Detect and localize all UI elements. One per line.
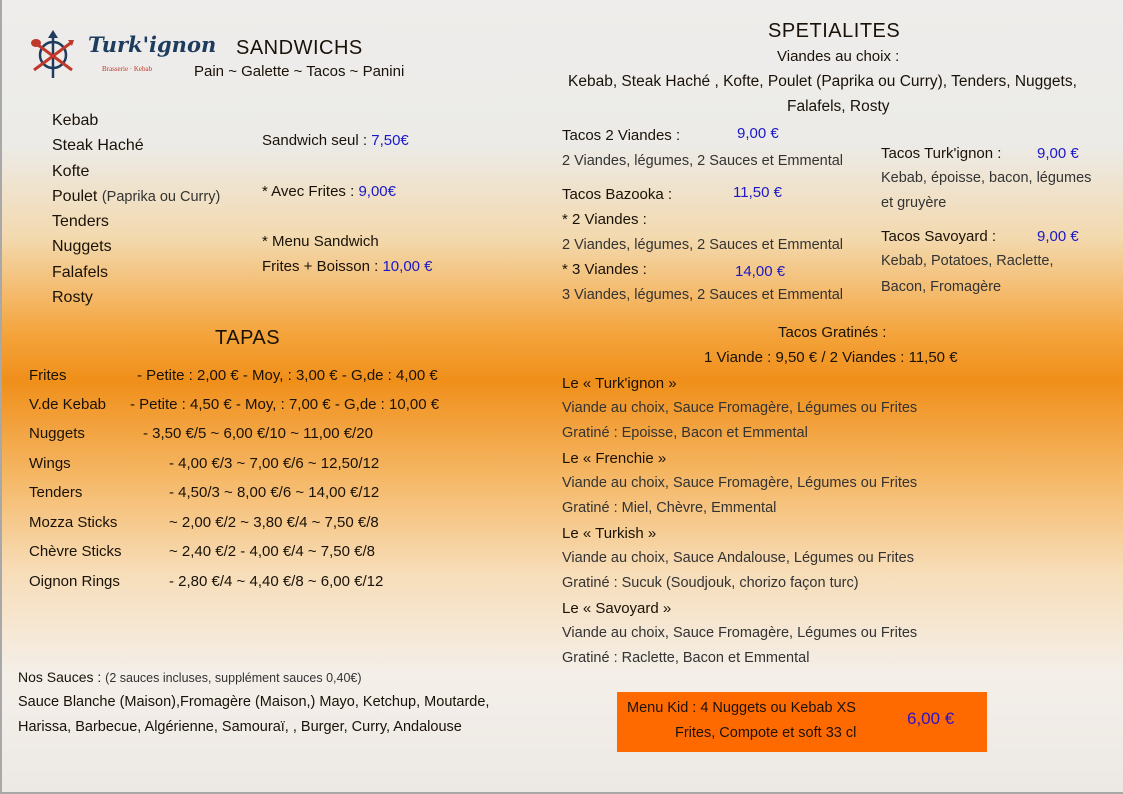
tapas-name: Frites xyxy=(29,367,67,384)
gratine-name: Le « Turk'ignon » xyxy=(562,375,677,392)
list-item: Rosty xyxy=(52,289,93,307)
sauces-label: Nos Sauces : xyxy=(18,669,102,685)
logo-arrow-utensils-icon xyxy=(28,30,78,80)
tapas-prices: ~ 2,00 €/2 ~ 3,80 €/4 ~ 7,50 €/8 xyxy=(169,514,379,531)
sandwich-meat-list xyxy=(52,112,220,314)
tapas-name: Chèvre Sticks xyxy=(29,543,122,560)
list-item: Kofte xyxy=(52,162,90,180)
tacos-savoyard-desc-2: Bacon, Fromagère xyxy=(881,279,1002,295)
viandes-label: Viandes au choix : xyxy=(777,48,900,65)
tapas-name: V.de Kebab xyxy=(29,396,107,413)
gratine-toppings: Gratiné : Epoisse, Bacon et Emmental xyxy=(562,425,808,441)
tapas-name: Mozza Sticks xyxy=(29,514,118,531)
tapas-prices: - Petite : 2,00 € - Moy, : 3,00 € - G,de : 4,00 € xyxy=(137,367,438,384)
tapas-name: Tenders xyxy=(29,484,83,501)
tacos-savoyard-label: Tacos Savoyard : xyxy=(881,228,997,245)
menu-kid-line-2: Frites, Compote et soft 33 cl xyxy=(675,725,857,741)
list-item-label: Poulet xyxy=(52,187,98,205)
tapas-title: TAPAS xyxy=(215,327,281,349)
tapas-prices: - 3,50 €/5 ~ 6,00 €/10 ~ 11,00 €/20 xyxy=(143,425,373,442)
list-item: Tenders xyxy=(52,213,109,231)
gratines-title: Tacos Gratinés : xyxy=(778,324,887,341)
tacos-turkignon-desc-1: Kebab, époisse, bacon, légumes xyxy=(881,170,1092,186)
specialites-title: SPETIALITES xyxy=(768,20,901,42)
tapas-prices: - 4,50/3 ~ 8,00 €/6 ~ 14,00 €/12 xyxy=(169,484,380,501)
bazooka-2-viandes: * 2 Viandes : xyxy=(562,211,647,228)
brand-name: Turk'ignon xyxy=(88,32,217,57)
gratine-desc: Viande au choix, Sauce Fromagère, Légumes ou Frites xyxy=(562,475,918,491)
viandes-line-2: Falafels, Rosty xyxy=(787,98,890,115)
gratine-desc: Viande au choix, Sauce Fromagère, Légumes ou Frites xyxy=(562,400,918,416)
tacos-turkignon-label: Tacos Turk'ignon : xyxy=(881,145,1002,162)
tapas-prices: - 2,80 €/4 ~ 4,40 €/8 ~ 6,00 €/12 xyxy=(169,573,384,590)
sandwichs-subtitle: Pain ~ Galette ~ Tacos ~ Panini xyxy=(194,63,405,80)
list-item: Steak Haché xyxy=(52,137,144,155)
list-item xyxy=(52,188,220,213)
gratines-list xyxy=(562,375,917,675)
menu-sandwich-label2: Frites + Boisson : xyxy=(262,258,379,275)
tapas-name: Oignon Rings xyxy=(29,573,120,590)
gratines-prices: 1 Viande : 9,50 € / 2 Viandes : 11,50 € xyxy=(704,349,958,366)
bazooka-3-viandes-desc: 3 Viandes, légumes, 2 Sauces et Emmental xyxy=(562,287,844,303)
tacos-bazooka-label: Tacos Bazooka : xyxy=(562,186,673,203)
menu-sandwich-price: 10,00 € xyxy=(382,258,433,275)
gratine-name: Le « Frenchie » xyxy=(562,450,667,467)
menu-kid-line-1: Menu Kid : 4 Nuggets ou Kebab XS xyxy=(627,700,856,716)
list-item: Kebab xyxy=(52,112,99,129)
sandwich-seul xyxy=(262,132,409,149)
tacos-turkignon-price: 9,00 € xyxy=(1037,145,1079,162)
bazooka-2-viandes-desc: 2 Viandes, légumes, 2 Sauces et Emmental xyxy=(562,237,844,253)
tacos-bazooka-price: 11,50 € xyxy=(733,184,782,201)
sandwich-seul-price: 7,50€ xyxy=(371,132,409,149)
bazooka-3-viandes-price: 14,00 € xyxy=(735,263,786,280)
avec-frites xyxy=(262,183,396,200)
sauces-line-1: Sauce Blanche (Maison),Fromagère (Maison,) Mayo, Ketchup, Moutarde, xyxy=(18,694,490,710)
sauces-header xyxy=(18,669,362,685)
tacos-2-viandes-price: 9,00 € xyxy=(737,125,779,142)
tacos-savoyard-desc-1: Kebab, Potatoes, Raclette, xyxy=(881,253,1054,269)
menu-kid-box xyxy=(617,692,987,752)
tacos-2-viandes-label: Tacos 2 Viandes : xyxy=(562,127,681,144)
tacos-savoyard-price: 9,00 € xyxy=(1037,228,1079,245)
sauces-note: (2 sauces incluses, supplément sauces 0,40€) xyxy=(105,671,362,685)
tacos-2-viandes-desc: 2 Viandes, légumes, 2 Sauces et Emmental xyxy=(562,153,844,169)
menu-sandwich xyxy=(262,258,433,275)
menu-sandwich-label: * Menu Sandwich xyxy=(262,233,379,250)
list-item: Falafels xyxy=(52,263,109,281)
sandwichs-title: SANDWICHS xyxy=(236,37,363,59)
tapas-prices: - 4,00 €/3 ~ 7,00 €/6 ~ 12,50/12 xyxy=(169,455,380,472)
poulet-note: (Paprika ou Curry) xyxy=(101,188,221,205)
gratine-name: Le « Savoyard » xyxy=(562,600,672,617)
brand-tagline: Brasserie · Kebab xyxy=(102,65,153,73)
gratine-name: Le « Turkish » xyxy=(562,525,657,542)
logo xyxy=(28,30,217,80)
gratine-desc: Viande au choix, Sauce Fromagère, Légumes ou Frites xyxy=(562,625,918,641)
viandes-line-1: Kebab, Steak Haché , Kofte, Poulet (Paprika ou Curry), Tenders, Nuggets, xyxy=(568,73,1077,90)
tapas-prices: ~ 2,40 €/2 - 4,00 €/4 ~ 7,50 €/8 xyxy=(169,543,375,560)
tapas-name: Wings xyxy=(29,455,71,472)
gratine-toppings: Gratiné : Miel, Chèvre, Emmental xyxy=(562,500,777,516)
tapas-prices: - Petite : 4,50 € - Moy, : 7,00 € - G,de : 10,00 € xyxy=(130,396,440,413)
avec-frites-label: * Avec Frites : xyxy=(262,183,355,200)
sauces-line-2: Harissa, Barbecue, Algérienne, Samouraï, , Burger, Curry, Andalouse xyxy=(18,719,462,735)
avec-frites-price: 9,00€ xyxy=(358,183,396,200)
menu-kid-price: 6,00 € xyxy=(907,709,955,728)
gratine-toppings: Gratiné : Sucuk (Soudjouk, chorizo façon turc) xyxy=(562,575,859,591)
bazooka-3-viandes: * 3 Viandes : xyxy=(562,261,647,278)
gratine-toppings: Gratiné : Raclette, Bacon et Emmental xyxy=(562,650,810,666)
gratine-desc: Viande au choix, Sauce Andalouse, Légumes ou Frites xyxy=(562,550,914,566)
list-item: Nuggets xyxy=(52,238,112,256)
sandwich-seul-label: Sandwich seul : xyxy=(262,132,368,149)
tapas-name: Nuggets xyxy=(29,425,85,442)
tacos-turkignon-desc-2: et gruyère xyxy=(881,195,947,211)
